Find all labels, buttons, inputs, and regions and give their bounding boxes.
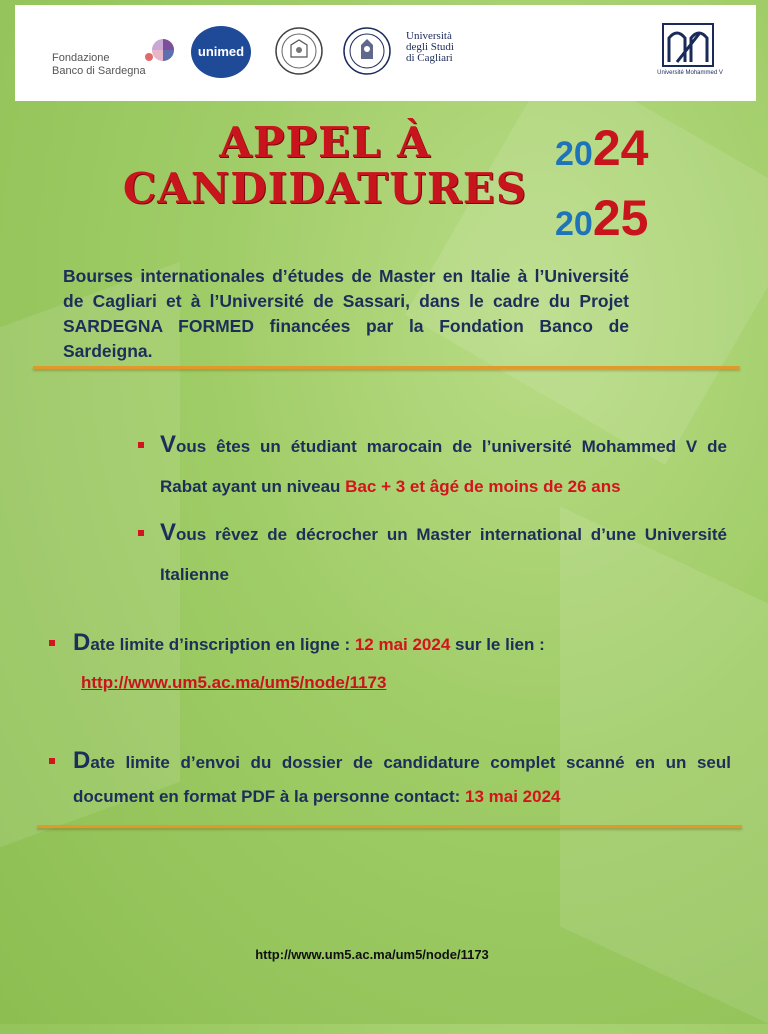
initial-letter: D bbox=[73, 747, 91, 774]
deadline-list bbox=[73, 626, 731, 814]
year-prefix: 20 bbox=[555, 135, 593, 173]
item-text: ous êtes un étudiant marocain de l’université Mohammed V de Rabat ayant un niveau bbox=[160, 437, 727, 496]
footer-url[interactable]: http://www.um5.ac.ma/um5/node/1173 bbox=[255, 947, 489, 962]
divider bbox=[33, 366, 740, 369]
year-prefix: 20 bbox=[555, 205, 593, 243]
year-2024 bbox=[555, 118, 648, 191]
um5-caption: Université Mohammed V bbox=[657, 70, 723, 76]
university-seal-icon bbox=[275, 27, 323, 75]
page-title bbox=[80, 120, 570, 212]
logo-bar bbox=[15, 5, 756, 101]
initial-letter: V bbox=[160, 431, 177, 458]
deadline-date: 12 mai 2024 bbox=[354, 635, 451, 654]
list-item bbox=[73, 744, 731, 814]
item-highlight: Bac + 3 et âgé de moins de 26 ans bbox=[345, 477, 621, 496]
fondazione-logo-text bbox=[52, 52, 146, 78]
fondazione-logo-icon bbox=[143, 37, 175, 63]
fondazione-line1: Fondazione bbox=[52, 52, 110, 64]
cagliari-line3: di Cagliari bbox=[406, 52, 453, 64]
eligibility-list bbox=[160, 425, 727, 595]
year-suffix: 25 bbox=[592, 190, 649, 246]
registration-link[interactable]: http://www.um5.ac.ma/um5/node/1173 bbox=[81, 673, 387, 692]
item-text: ate limite d’inscription en ligne : bbox=[90, 635, 355, 654]
cagliari-line1: Università bbox=[406, 30, 452, 42]
bullet-icon bbox=[138, 530, 144, 536]
fondazione-line2: Banco di Sardegna bbox=[52, 65, 146, 77]
link-row bbox=[73, 666, 731, 700]
title-line2: CANDIDATURES bbox=[122, 164, 528, 213]
divider bbox=[37, 825, 742, 828]
list-item bbox=[160, 425, 727, 507]
bullet-icon bbox=[138, 442, 144, 448]
title-line1: APPEL À bbox=[219, 118, 431, 167]
unimed-logo: unimed bbox=[191, 26, 251, 78]
item-text: ate limite d’envoi du dossier de candidature complet scanné en un seul document en format PDF à la personne contact: bbox=[73, 753, 731, 806]
initial-letter: V bbox=[160, 519, 177, 546]
bullet-icon bbox=[49, 640, 55, 646]
um5-logo-icon bbox=[657, 20, 719, 70]
cagliari-seal-icon bbox=[343, 27, 391, 75]
initial-letter: D bbox=[73, 629, 91, 656]
year-suffix: 24 bbox=[592, 120, 649, 176]
item-text: ous rêvez de décrocher un Master international d’une Université Italienne bbox=[160, 525, 727, 584]
intro-paragraph: Bourses internationales d’études de Master en Italie à l’Université de Cagliari et à l’Université de Sassari, dans le cadre du Projet SARDEGNA FORMED financées par la Fondation Banco de Sardeigna. bbox=[63, 266, 629, 361]
bullet-icon bbox=[49, 758, 55, 764]
deadline-date: 13 mai 2024 bbox=[465, 787, 561, 806]
item-text-after: sur le lien : bbox=[450, 635, 545, 654]
list-item bbox=[73, 626, 731, 700]
cagliari-logo-text bbox=[406, 31, 454, 64]
cagliari-line2: degli Studi bbox=[406, 41, 454, 53]
year-2025 bbox=[555, 188, 648, 261]
list-item bbox=[160, 513, 727, 595]
